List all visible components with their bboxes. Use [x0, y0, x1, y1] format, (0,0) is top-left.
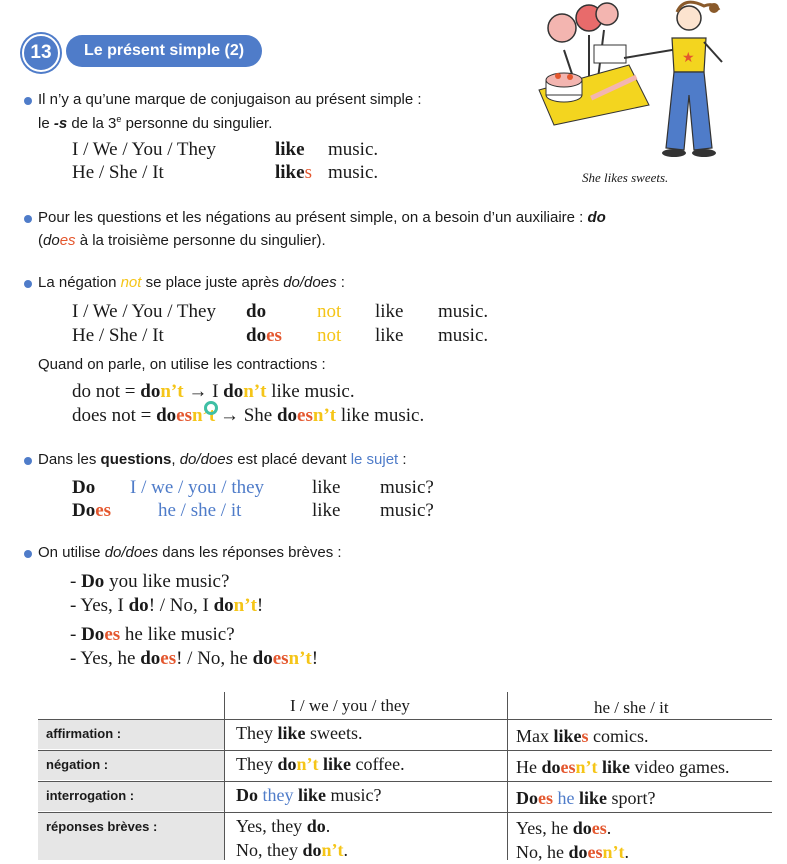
text: do [43, 232, 60, 249]
text: do [568, 842, 588, 862]
illustration-caption: She likes sweets. [582, 170, 669, 185]
text: . [343, 840, 349, 860]
table-header-col1: I / we / you / they [290, 696, 410, 715]
text: He [516, 757, 542, 777]
text: like [318, 754, 352, 774]
question-verb: like [312, 500, 341, 521]
example-verb [275, 162, 312, 184]
example-subject: He / She / It [72, 162, 164, 183]
text: Max [516, 726, 554, 746]
text: They [236, 754, 278, 774]
text: do [246, 325, 267, 346]
example-aux: do [246, 301, 267, 322]
text: do [541, 757, 561, 777]
text: es [297, 405, 313, 426]
contraction-intro: Quand on parle, on utilise les contractions : [38, 356, 326, 373]
text: ( [38, 232, 43, 249]
text: n’t [191, 405, 216, 426]
question-aux: Do [72, 477, 96, 498]
text: de la 3 [67, 115, 117, 132]
example-object: music. [438, 325, 489, 346]
text: - Yes, he [70, 648, 141, 669]
text: se place juste après [141, 274, 284, 291]
contraction-line [72, 381, 355, 403]
text: n’t [602, 842, 625, 862]
text: es [538, 788, 553, 808]
example-not: not [317, 325, 342, 346]
text: Do [236, 785, 258, 805]
text: es [59, 232, 76, 249]
text: le [38, 115, 54, 132]
question-subject: he / she / it [158, 500, 242, 521]
text: I [207, 381, 224, 402]
table-row [38, 813, 772, 860]
rule-text [38, 274, 345, 291]
girl-sweets-illustration [534, 0, 764, 170]
text: e [116, 114, 122, 124]
question-verb: like [312, 477, 341, 498]
example-verb: like [375, 325, 404, 346]
example-verb: like [275, 139, 305, 160]
text: es [176, 405, 192, 426]
summary-table [38, 692, 772, 860]
example-object: music. [328, 162, 379, 183]
text: personne du singulier. [121, 115, 273, 132]
lesson-title: Le présent simple (2) [66, 35, 262, 67]
text: like [553, 726, 582, 746]
text: n’t [575, 757, 598, 777]
text: he [553, 788, 575, 808]
girl-figure [662, 2, 722, 157]
rule-text: Il n’y a qu’une marque de conjugaison au présent simple : [38, 91, 422, 108]
cell [516, 788, 656, 809]
question-object: music? [380, 500, 434, 521]
text: Yes, they [236, 816, 307, 836]
text: do [140, 381, 161, 402]
text: sport? [607, 788, 656, 808]
question-object: music? [380, 477, 434, 498]
bullet-icon [24, 215, 32, 223]
text: do [223, 381, 244, 402]
example-subject: I / We / You / They [72, 139, 216, 160]
lesson-number-badge: 13 [22, 34, 60, 72]
text: es [160, 648, 177, 669]
text: Do [516, 788, 538, 808]
text: ! / No, I [148, 595, 214, 616]
text: . [624, 842, 630, 862]
text: do [306, 816, 326, 836]
example-subject: I / We / You / They [72, 301, 216, 322]
cell [516, 726, 649, 747]
example-object: music. [438, 301, 489, 322]
short-answer-line [70, 648, 318, 670]
text: like music. [266, 381, 355, 402]
bullet-icon [24, 550, 32, 558]
cell [516, 842, 629, 863]
text: es [587, 842, 603, 862]
text: , [171, 451, 180, 468]
svg-text:★: ★ [682, 49, 695, 65]
text: like [293, 785, 327, 805]
text: do/does [283, 274, 337, 291]
text: do [587, 209, 606, 226]
text: . [606, 818, 612, 838]
text: ! / No, he [176, 648, 253, 669]
bullet-icon [24, 280, 32, 288]
text: es [560, 757, 576, 777]
short-answer-line [70, 571, 229, 593]
text: - Yes, I [70, 595, 129, 616]
question-subject: I / we / you / they [130, 477, 265, 498]
text: No, he [516, 842, 569, 862]
text: not [120, 274, 142, 291]
text: do not = [72, 381, 141, 402]
example-aux [246, 325, 282, 347]
text: -s [53, 115, 68, 132]
text: - [70, 624, 82, 645]
contraction-line [72, 405, 424, 427]
cell [516, 757, 730, 778]
text: est placé devant [233, 451, 351, 468]
text: No, they [236, 840, 303, 860]
row-label: réponses brèves : [38, 813, 224, 860]
text: video games. [630, 757, 730, 777]
row-label: interrogation : [38, 782, 224, 811]
cell [236, 785, 382, 806]
bullet-icon [24, 457, 32, 465]
text: questions [100, 451, 172, 468]
text: do [302, 840, 322, 860]
text: they [258, 785, 294, 805]
text: like [597, 757, 631, 777]
example-subject: He / She / It [72, 325, 164, 346]
example-object: music. [328, 139, 379, 160]
text: sweets. [305, 723, 363, 743]
text: Yes, he [516, 818, 573, 838]
text: like music. [336, 405, 425, 426]
text: : [336, 274, 345, 291]
text: do [156, 405, 177, 426]
text: n’t [312, 405, 337, 426]
cursor-icon [204, 401, 218, 415]
text: le sujet [350, 451, 399, 468]
cell [236, 816, 330, 837]
text: you like music? [104, 571, 230, 592]
text: Do [81, 624, 105, 645]
table-header-col2: he / she / it [594, 698, 669, 717]
cell [516, 818, 611, 839]
text: es [104, 624, 121, 645]
text: coffee. [351, 754, 405, 774]
question-aux [72, 500, 111, 522]
text: Pour les questions et les négations au présent simple, on a besoin d’un auxiliaire : [38, 209, 588, 226]
text: does not = [72, 405, 157, 426]
table-row [38, 751, 772, 780]
row-label: négation : [38, 751, 224, 780]
rule-text [38, 209, 606, 226]
short-answer-line [70, 624, 235, 646]
text: n’t [243, 381, 267, 402]
text: do [140, 648, 161, 669]
text: à la troisième personne du singulier). [75, 232, 326, 249]
table-divider [38, 750, 772, 751]
text: do [128, 595, 149, 616]
table-divider [38, 812, 772, 813]
text: comics. [588, 726, 649, 746]
text: es [272, 648, 289, 669]
table-row [38, 720, 772, 749]
text: music? [326, 785, 382, 805]
text: do [572, 818, 592, 838]
arrow-right-icon: → [219, 405, 239, 426]
text: - [70, 571, 82, 592]
text: ! [311, 648, 319, 669]
text: es [591, 818, 607, 838]
example-verb: like [375, 301, 404, 322]
text: She [238, 405, 277, 426]
text: : [398, 451, 407, 468]
table-divider [507, 692, 508, 860]
text: like [277, 723, 306, 743]
text: he like music? [120, 624, 235, 645]
text: do/does [179, 451, 234, 468]
text: Dans les [38, 451, 101, 468]
cake-icon [546, 73, 582, 102]
text: do [277, 754, 297, 774]
cell [236, 723, 363, 744]
text: n’t [233, 595, 257, 616]
bullet-icon [24, 97, 32, 105]
text: n’t [321, 840, 344, 860]
cell [236, 754, 405, 775]
text: On utilise [38, 544, 105, 561]
table-divider [38, 719, 772, 720]
text: . [325, 816, 331, 836]
table-divider [224, 692, 225, 860]
text: n’t [296, 754, 319, 774]
text: do/does [104, 544, 159, 561]
text: es [266, 325, 282, 346]
text: Do [72, 500, 96, 521]
rule-text [38, 114, 272, 132]
text: n’t [288, 648, 312, 669]
table-row [38, 782, 772, 811]
text: do [213, 595, 234, 616]
table-divider [38, 781, 772, 782]
text: es [95, 500, 112, 521]
text: Do [81, 571, 105, 592]
cell [236, 840, 348, 861]
example-not: not [317, 301, 342, 322]
rule-text [38, 451, 407, 468]
text: like [275, 162, 305, 183]
arrow-right-icon: → [188, 381, 208, 402]
text: do [276, 405, 298, 426]
text: do [252, 648, 273, 669]
text: dans les réponses brèves : [158, 544, 342, 561]
row-label: affirmation : [38, 720, 224, 749]
text: ! [256, 595, 264, 616]
short-answer-line [70, 595, 263, 617]
rule-text [38, 544, 342, 561]
rule-text [38, 232, 326, 249]
text: s [304, 162, 312, 183]
text: La négation [38, 274, 121, 291]
text: s [581, 726, 589, 746]
text: n’t [160, 381, 184, 402]
text: like [574, 788, 608, 808]
text: They [236, 723, 278, 743]
